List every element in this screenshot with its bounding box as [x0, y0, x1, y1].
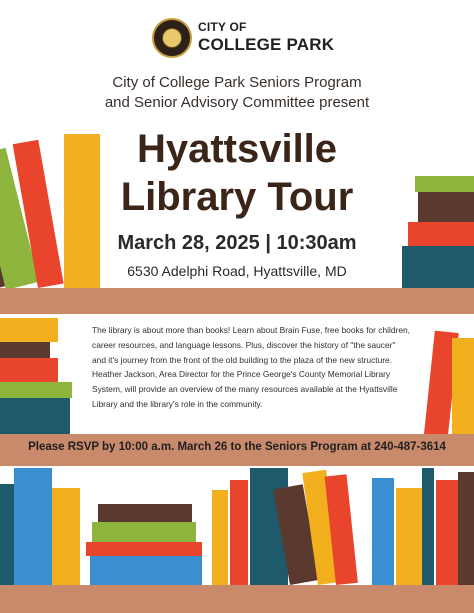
event-datetime: March 28, 2025 | 10:30am [117, 232, 357, 254]
book-yellow-upright [452, 338, 474, 434]
logo-city-of: CITY OF [198, 20, 247, 34]
book-bottom-flat-2 [92, 522, 196, 542]
book-red-flat-2 [0, 358, 58, 382]
book-bottom-4 [212, 490, 228, 585]
title-line-2: Library Tour [120, 175, 354, 219]
book-bottom-1 [0, 484, 14, 585]
title-line-1: Hyattsville [136, 127, 338, 171]
book-yellow-flat [0, 318, 58, 342]
book-teal-flat [402, 246, 474, 288]
rsvp-text: Please RSVP by 10:00 a.m. March 26 to the Seniors Program at 240-487-3614 [28, 441, 446, 453]
intro-line-2: and Senior Advisory Committee present [104, 94, 370, 111]
book-brown-flat-2 [0, 342, 50, 358]
book-teal-flat-2 [0, 398, 70, 434]
event-description: The library is about more than books! Learn about Brain Fuse, free books for children, career resources, and language lessons. Plus, discover the history of "the saucer" and it's journey from the front of the old building to the plaza of the new structure. Heather Jackson, Area Director for the Prince George's County Memorial Library System, will provide an overview of the many resources available at the Hyattsville Library and the library's role in the community. [92, 325, 410, 409]
city-seal-icon [152, 18, 192, 58]
intro-line-1: City of College Park Seniors Program [112, 74, 362, 91]
book-red-flat [408, 222, 474, 246]
book-green-flat-2 [0, 382, 72, 398]
book-bottom-flat-4 [90, 556, 202, 585]
seal-center [162, 28, 182, 48]
book-bottom-14 [458, 472, 474, 585]
book-bottom-flat-1 [98, 504, 192, 522]
book-yellow [64, 134, 100, 288]
book-bottom-12 [422, 468, 434, 585]
book-bottom-3 [52, 488, 80, 585]
book-bottom-11 [396, 488, 422, 585]
event-address: 6530 Adelphi Road, Hyattsville, MD [127, 263, 347, 279]
book-green-flat [415, 176, 474, 192]
book-bottom-5 [230, 480, 248, 585]
shelf-top [0, 288, 474, 314]
logo-college-park: COLLEGE PARK [198, 35, 335, 54]
shelf-bottom [0, 585, 474, 613]
book-bottom-10 [372, 478, 394, 585]
book-bottom-2 [14, 468, 52, 585]
book-bottom-flat-3 [86, 542, 202, 556]
book-bottom-13 [436, 480, 458, 585]
book-brown-flat [418, 192, 474, 222]
